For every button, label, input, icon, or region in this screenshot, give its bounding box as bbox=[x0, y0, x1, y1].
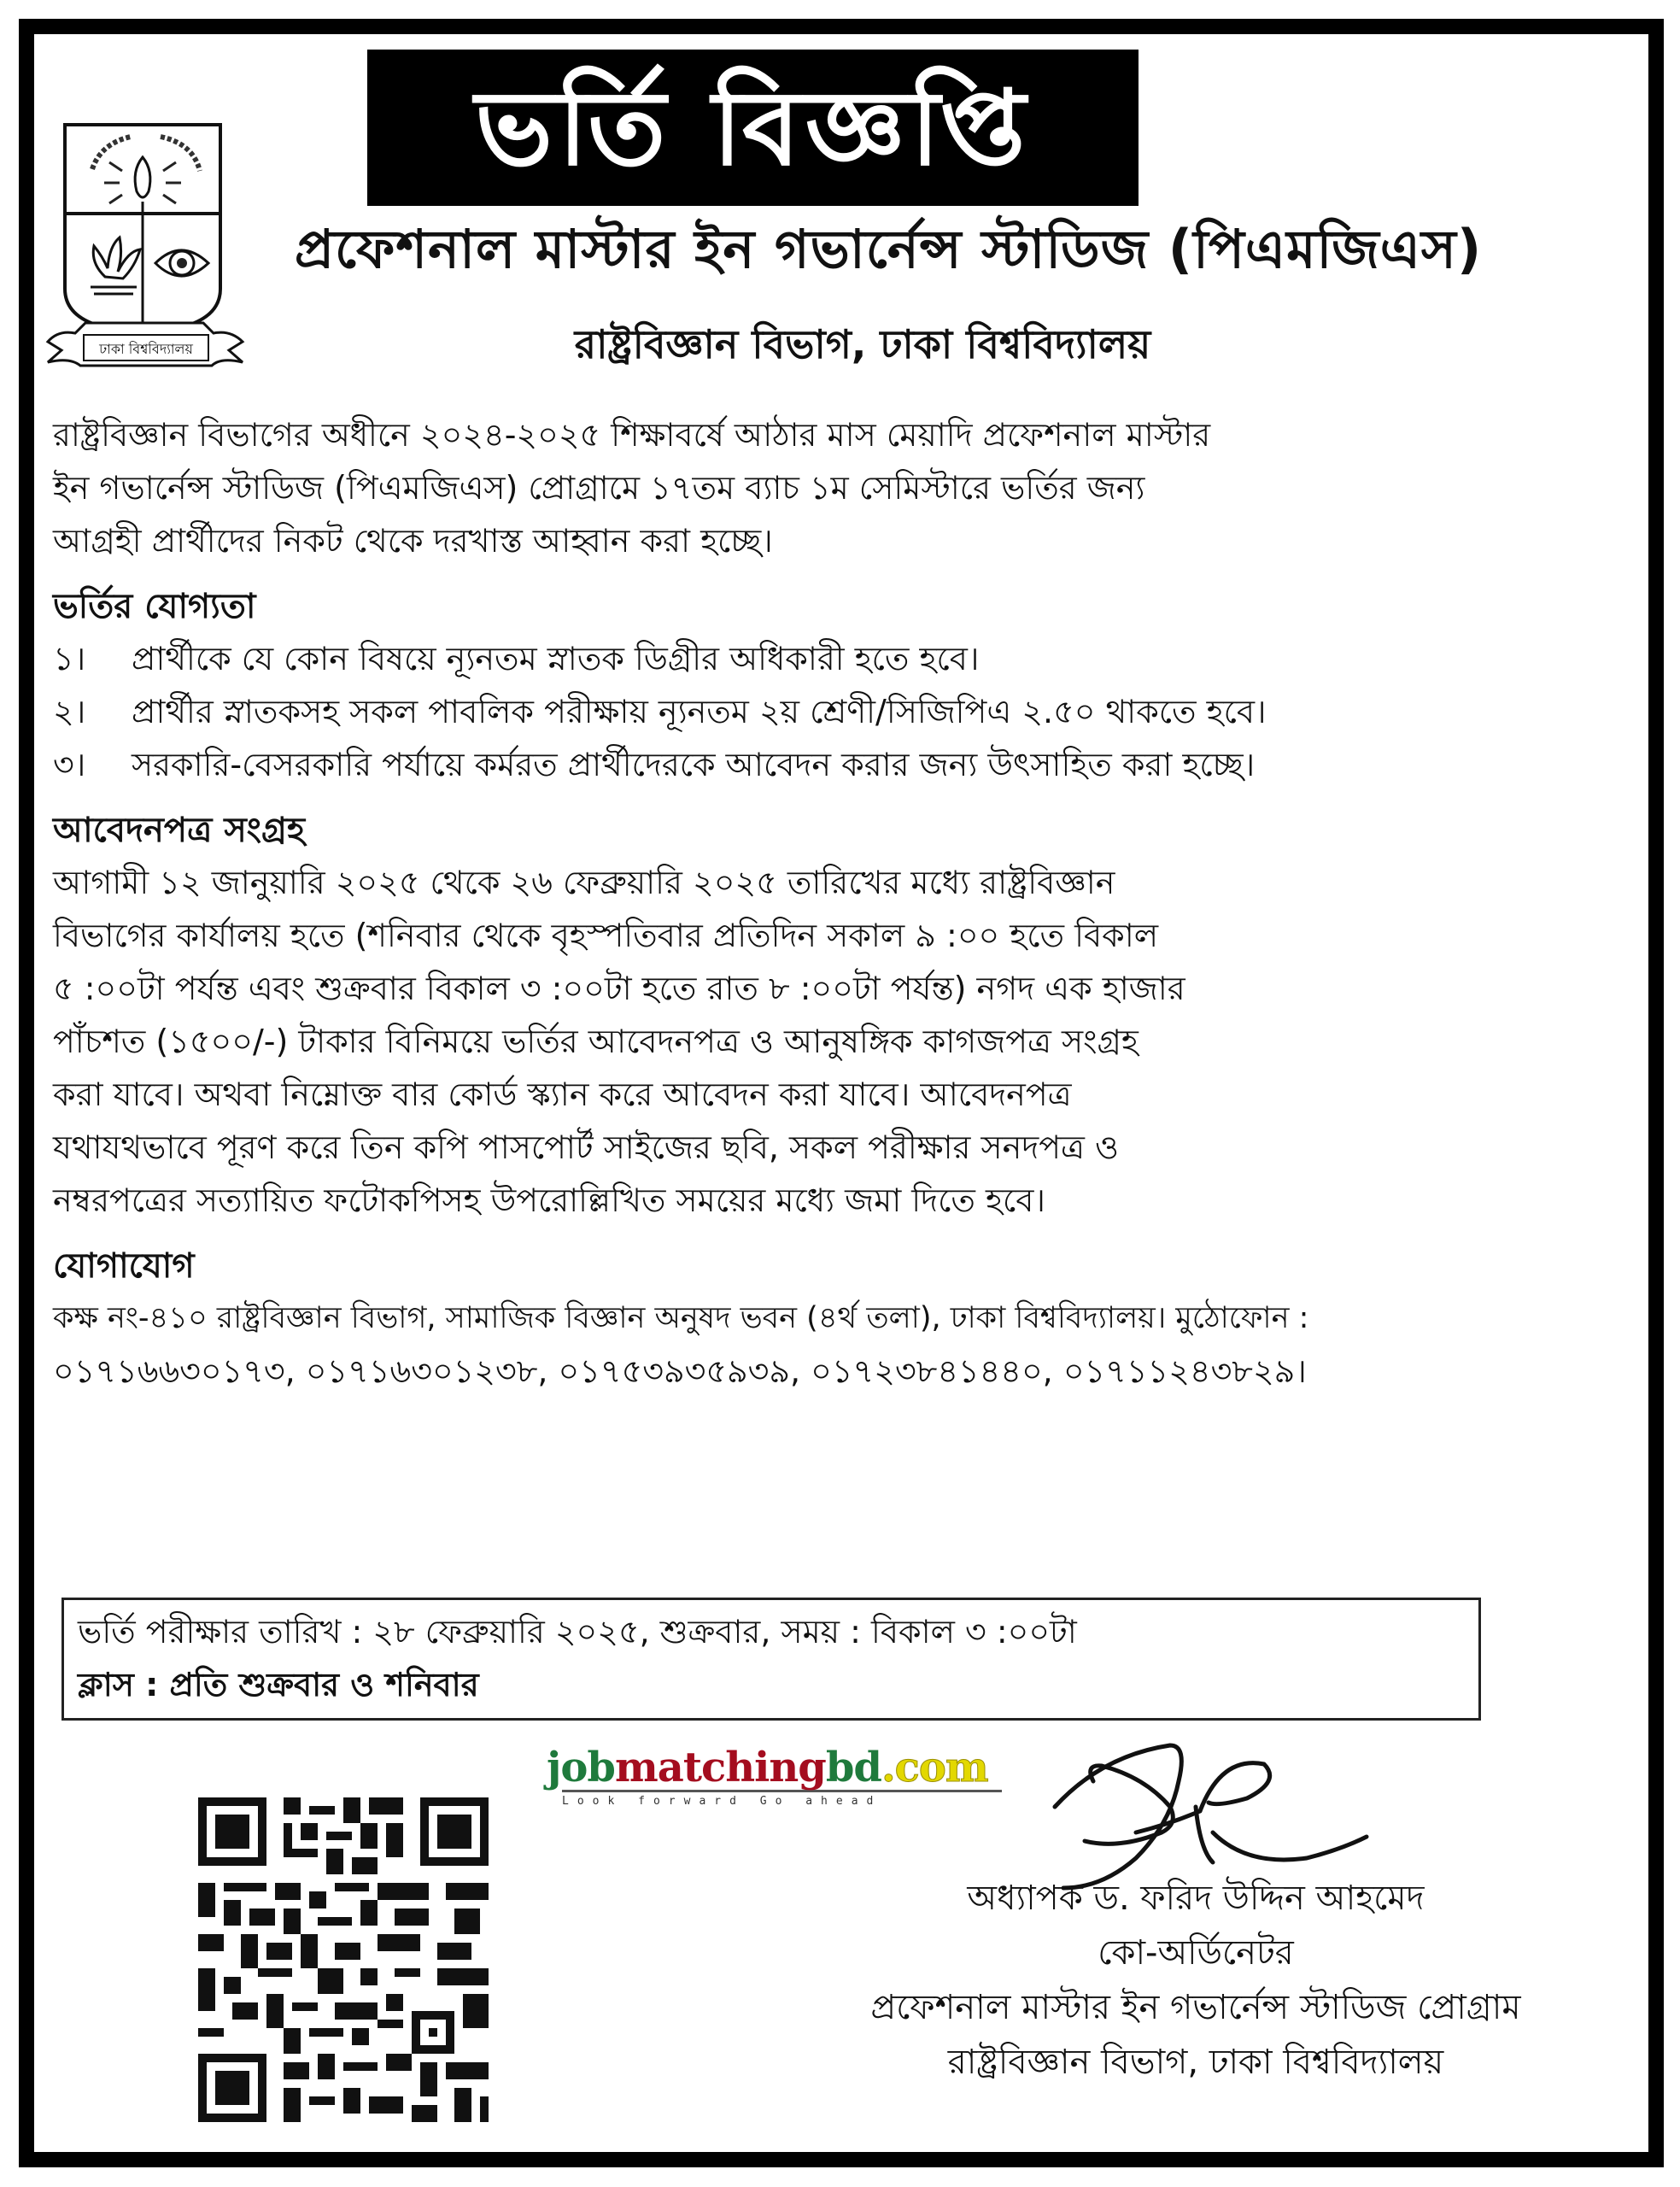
application-line: আগামী ১২ জানুয়ারি ২০২৫ থেকে ২৬ ফেব্রুয়ারি ২০২৫ তারিখের মধ্যে রাষ্ট্রবিজ্ঞান bbox=[53, 864, 1115, 901]
signatory-role: কো-অর্ডিনেটর bbox=[1098, 1933, 1294, 1973]
exam-date: ভর্তি পরীক্ষার তারিখ : ২৮ ফেব্রুয়ারি ২০২৫, শুক্রবার, সময় : বিকাল ৩ :০০টা bbox=[78, 1613, 1077, 1651]
signatory-block bbox=[735, 1871, 1657, 2090]
list-text: প্রার্থীর স্নাতকসহ সকল পাবলিক পরীক্ষায় ন্যূনতম ২য় শ্রেণী/সিজিপিএ ২.৫০ থাকতে হবে। bbox=[132, 693, 1267, 730]
contact-phones: ০১৭১৬৬৩০১৭৩, ০১৭১৬৩০১২৩৮, ০১৭৫৩৯৩৫৯৩৯, ০১৭২৩৮৪১৪৪০, ০১৭১১২৪৩৮২৯। bbox=[53, 1352, 1307, 1390]
notice-title: ভর্তি বিজ্ঞপ্তি bbox=[475, 67, 1031, 189]
svg-text:ঢাকা বিশ্ববিদ্যালয়: ঢাকা বিশ্ববিদ্যালয় bbox=[99, 341, 193, 357]
list-number: ৩। bbox=[53, 746, 86, 783]
application-line: যথাযথভাবে পূরণ করে তিন কপি পাসপোর্ট সাইজের ছবি, সকল পরীক্ষার সনদপত্র ও bbox=[53, 1129, 1119, 1166]
exam-info-box bbox=[61, 1598, 1481, 1721]
list-text: সরকারি-বেসরকারি পর্যায়ে কর্মরত প্রার্থীদেরকে আবেদন করার জন্য উৎসাহিত করা হচ্ছে। bbox=[132, 746, 1256, 783]
intro-line: ইন গভার্নেন্স স্টাডিজ (পিএমজিএস) প্রোগ্রামে ১৭তম ব্যাচ ১ম সেমিস্টারে ভর্তির জন্য bbox=[53, 469, 1145, 507]
eligibility-heading: ভর্তির যোগ্যতা bbox=[53, 587, 256, 626]
class-schedule: ক্লাস : প্রতি শুক্রবার ও শনিবার bbox=[78, 1666, 479, 1703]
signatory-name: অধ্যাপক ড. ফরিদ উদ্দিন আহমেদ bbox=[967, 1879, 1425, 1918]
contact-heading: যোগাযোগ bbox=[53, 1246, 195, 1286]
application-heading: আবেদনপত্র সংগ্রহ bbox=[53, 811, 305, 850]
signatory-program: প্রফেশনাল মাস্টার ইন গভার্নেন্স স্টাডিজ প্রোগ্রাম bbox=[870, 1988, 1521, 2027]
watermark-tagline: Look forward Go ahead bbox=[562, 1795, 882, 1808]
program-title: প্রফেশনাল মাস্টার ইন গভার্নেন্স স্টাডিজ (পিএমজিএস) bbox=[294, 218, 1483, 280]
university-crest-icon bbox=[41, 118, 251, 378]
application-line: নম্বরপত্রের সত্যায়িত ফটোকপিসহ উপরোল্লিখিত সময়ের মধ্যে জমা দিতে হবে। bbox=[53, 1181, 1045, 1219]
list-number: ১। bbox=[53, 640, 86, 677]
department-title: রাষ্ট্রবিজ্ঞান বিভাগ, ঢাকা বিশ্ববিদ্যালয় bbox=[574, 321, 1151, 367]
application-line: বিভাগের কার্যালয় হতে (শনিবার থেকে বৃহস্পতিবার প্রতিদিন সকাল ৯ :০০ হতে বিকাল bbox=[53, 917, 1159, 954]
watermark-logo: jobmatchingbd.com bbox=[547, 1744, 988, 1791]
signatory-department: রাষ্ট্রবিজ্ঞান বিভাগ, ঢাকা বিশ্ববিদ্যালয় bbox=[947, 2043, 1444, 2082]
list-item bbox=[53, 738, 1630, 791]
application-line: পাঁচশত (১৫০০/-) টাকার বিনিময়ে ভর্তির আবেদনপত্র ও আনুষঙ্গিক কাগজপত্র সংগ্রহ bbox=[53, 1023, 1139, 1060]
application-line: ৫ :০০টা পর্যন্ত এবং শুক্রবার বিকাল ৩ :০০টা হতে রাত ৮ :০০টা পর্যন্ত) নগদ এক হাজার bbox=[53, 970, 1185, 1007]
intro-line: আগ্রহী প্রার্থীদের নিকট থেকে দরখাস্ত আহ্বান করা হচ্ছে। bbox=[53, 522, 773, 560]
list-item bbox=[53, 632, 1630, 685]
intro-paragraph bbox=[53, 408, 1630, 567]
notice-title-banner bbox=[367, 50, 1139, 206]
list-number: ২। bbox=[53, 693, 86, 730]
site-watermark bbox=[547, 1744, 1025, 1808]
intro-line: রাষ্ট্রবিজ্ঞান বিভাগের অধীনে ২০২৪-২০২৫ শিক্ষাবর্ষে আঠার মাস মেয়াদি প্রফেশনাল মাস্টার bbox=[53, 416, 1211, 454]
eligibility-list bbox=[53, 632, 1630, 791]
application-line: করা যাবে। অথবা নিম্নোক্ত বার কোর্ড স্ক্যান করে আবেদন করা যাবে। আবেদনপত্র bbox=[53, 1076, 1072, 1113]
list-text: প্রার্থীকে যে কোন বিষয়ে ন্যূনতম স্নাতক ডিগ্রীর অধিকারী হতে হবে। bbox=[132, 640, 980, 677]
contact-address: কক্ষ নং-৪১০ রাষ্ট্রবিজ্ঞান বিভাগ, সামাজিক বিজ্ঞান অনুষদ ভবন (৪র্থ তলা), ঢাকা বিশ্ববিদ্যালয়। মুঠোফোন : bbox=[53, 1301, 1309, 1335]
qr-code-icon[interactable] bbox=[190, 1789, 497, 2131]
notice-body bbox=[53, 408, 1630, 1398]
application-paragraph bbox=[53, 856, 1630, 1227]
list-item bbox=[53, 685, 1630, 738]
